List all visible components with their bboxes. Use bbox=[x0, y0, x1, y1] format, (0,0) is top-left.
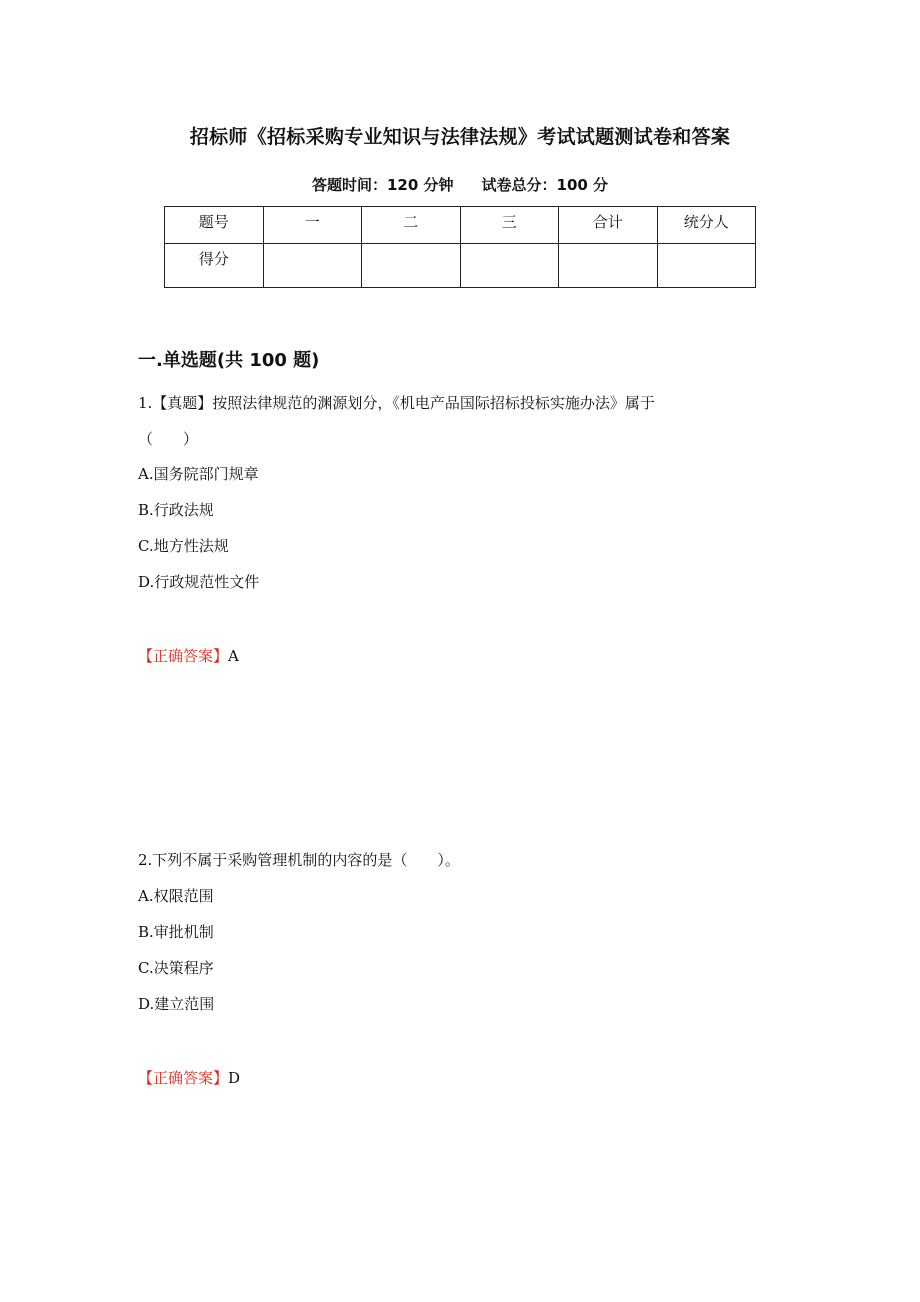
score-cell bbox=[657, 244, 756, 288]
score-table-header: 一 bbox=[263, 207, 362, 244]
exam-info bbox=[0, 174, 920, 195]
question-1-answer bbox=[138, 645, 239, 666]
question-1-option-c: C.地方性法规 bbox=[138, 537, 229, 555]
document-title: 招标师《招标采购专业知识与法律法规》考试试题测试卷和答案 bbox=[189, 126, 731, 148]
score-cell bbox=[460, 244, 559, 288]
question-2-option-a: A.权限范围 bbox=[138, 887, 214, 905]
exam-time: 答题时间：120 分钟 bbox=[311, 176, 454, 194]
score-row-label: 得分 bbox=[165, 244, 264, 288]
question-1-option-d: D.行政规范性文件 bbox=[138, 573, 260, 591]
score-table-header: 统分人 bbox=[657, 207, 756, 244]
answer-label: 【正确答案】 bbox=[138, 647, 229, 665]
score-table-score-row bbox=[165, 244, 756, 288]
question-1-option-b: B.行政法规 bbox=[138, 501, 214, 519]
score-table bbox=[164, 206, 756, 288]
exam-total-score: 试卷总分：100 分 bbox=[481, 176, 609, 194]
answer-value: D bbox=[228, 1069, 241, 1087]
score-table-header-row bbox=[165, 207, 756, 244]
question-2-option-b: B.审批机制 bbox=[138, 923, 214, 941]
score-table-header: 二 bbox=[362, 207, 461, 244]
question-2-option-c: C.决策程序 bbox=[138, 959, 214, 977]
score-cell bbox=[362, 244, 461, 288]
question-2-stem: 2.下列不属于采购管理机制的内容的是（ ）。 bbox=[138, 851, 460, 869]
score-table-header: 题号 bbox=[165, 207, 264, 244]
question-1-stem: 1.【真题】按照法律规范的渊源划分，《机电产品国际招标投标实施办法》属于 bbox=[138, 394, 655, 412]
question-2-answer bbox=[138, 1067, 240, 1088]
score-cell bbox=[559, 244, 658, 288]
score-cell bbox=[263, 244, 362, 288]
section-title: 一.单选题(共 100 题) bbox=[138, 350, 320, 371]
answer-label: 【正确答案】 bbox=[138, 1069, 229, 1087]
score-table-header: 合计 bbox=[559, 207, 658, 244]
answer-value: A bbox=[228, 647, 239, 665]
question-1-stem-continued: （ ） bbox=[138, 430, 199, 448]
score-table-header: 三 bbox=[460, 207, 559, 244]
question-1-option-a: A.国务院部门规章 bbox=[138, 465, 259, 483]
question-2-option-d: D.建立范围 bbox=[138, 995, 215, 1013]
